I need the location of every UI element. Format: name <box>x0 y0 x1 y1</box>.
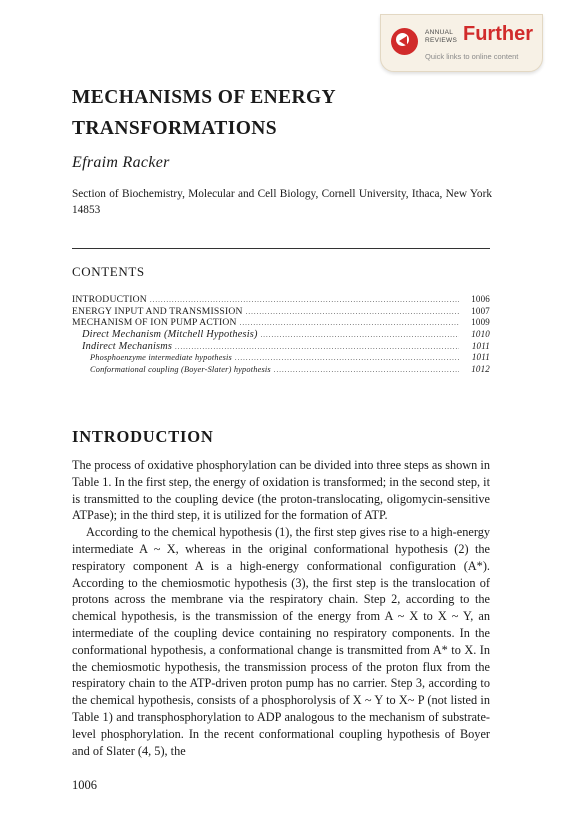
toc-leader-dots <box>246 307 459 318</box>
author-affiliation: Section of Biochemistry, Molecular and Cell Biology, Cornell University, Ithaca, New York 14853 <box>72 188 492 216</box>
toc-leader-dots <box>150 295 459 306</box>
toc-entry-page: 1011 <box>471 340 490 351</box>
further-arrow-icon <box>391 28 418 55</box>
article-title-line-2: TRANSFORMATIONS <box>72 118 277 139</box>
toc-entry-label: Conformational coupling (Boyer-Slater) hypothesis <box>90 365 271 375</box>
toc-entry-energy-input[interactable] <box>72 306 490 318</box>
article-title-line-1: MECHANISMS OF ENERGY <box>72 87 337 108</box>
reviews-label: REVIEWS <box>425 36 458 44</box>
toc-entry-page: 1009 <box>471 317 490 328</box>
toc-entry-page: 1010 <box>471 329 490 340</box>
toc-entry-label: Direct Mechanism (Mitchell Hypothesis) <box>82 329 258 341</box>
toc-entry-indirect-mechanisms[interactable] <box>72 341 490 353</box>
toc-entry-label: INTRODUCTION <box>72 294 147 305</box>
section-body <box>72 457 490 759</box>
annual-reviews-logo <box>425 29 457 44</box>
toc-entry-ion-pump[interactable] <box>72 317 490 329</box>
toc-entry-label: Indirect Mechanisms <box>82 340 173 352</box>
page-number: 1006 <box>72 778 97 792</box>
toc-entry-phosphoenzyme[interactable] <box>72 352 490 364</box>
toc-entry-label: Phosphoenzyme intermediate hypothesis <box>90 353 232 363</box>
toc-entry-introduction[interactable] <box>72 294 490 306</box>
toc-leader-dots <box>175 342 459 353</box>
toc-entry-label: MECHANISM OF ION PUMP ACTION <box>72 317 237 329</box>
body-paragraph-1: The process of oxidative phosphorylation can be divided into three steps as shown in Table 1. In the first step, the energy of oxidation is transformed; in the second step, it is transmitted to the coupling device (the proton-translocating, oligomycin-sensitive ATPase); in the third step, it is utilized for the formation of ATP. <box>72 458 490 523</box>
toc-leader-dots <box>240 318 459 329</box>
toc-leader-dots <box>235 353 459 364</box>
further-tagline: Quick links to online content <box>425 52 519 61</box>
further-label: Further <box>463 23 533 45</box>
toc-leader-dots <box>274 365 459 376</box>
toc-entry-label: ENERGY INPUT AND TRANSMISSION <box>72 305 243 317</box>
annual-reviews-further-badge[interactable] <box>380 14 543 72</box>
toc-entry-page: 1012 <box>471 364 490 375</box>
toc-entry-page: 1006 <box>471 294 490 304</box>
header-divider <box>72 248 490 249</box>
toc-entry-page: 1007 <box>471 305 490 316</box>
author-name: Efraim Racker <box>72 154 170 171</box>
toc-entry-conformational-coupling[interactable] <box>72 364 490 376</box>
contents-heading: CONTENTS <box>72 264 145 279</box>
table-of-contents <box>72 294 490 376</box>
body-paragraph-2: According to the chemical hypothesis (1), the first step gives rise to a high-energy intermediate A ~ X, whereas in the original conformational hypothesis (2) the respiratory component A is a high-energy conformational configuration (A*). According to the chemiosmotic hypothesis (3), the first step is the translocation of protons across the membrane via the respiratory chain. Step 2, according to the chemical hypothesis, is the transmission of the energy from A ~ X to X ~ Y, an intermediate of the coupling device containing no respiratory components. In the conformational hypothesis, a conformational change is transmitted from A* to X. In the chemiosmotic hypothesis, the transmission process of the proton flux from the respiratory chain to the ATP-driven proton pump has no carrier. Step 3, according to the chemical hypothesis, consists of a phosphorolysis of X ~ Y to X~ P (not listed in Table 1) and transphosphorylation to ADP analogous to the mechanism of substrate-level phosphorylation. In the recent conformational coupling hypothesis of Boyer and of Slater (4, 5), the <box>72 525 490 758</box>
toc-entry-direct-mechanism[interactable] <box>72 329 490 341</box>
toc-leader-dots <box>261 330 459 341</box>
section-heading: INTRODUCTION <box>72 427 214 446</box>
article-title <box>72 82 492 144</box>
toc-entry-page: 1011 <box>471 352 490 363</box>
annual-label: ANNUAL <box>425 29 454 36</box>
